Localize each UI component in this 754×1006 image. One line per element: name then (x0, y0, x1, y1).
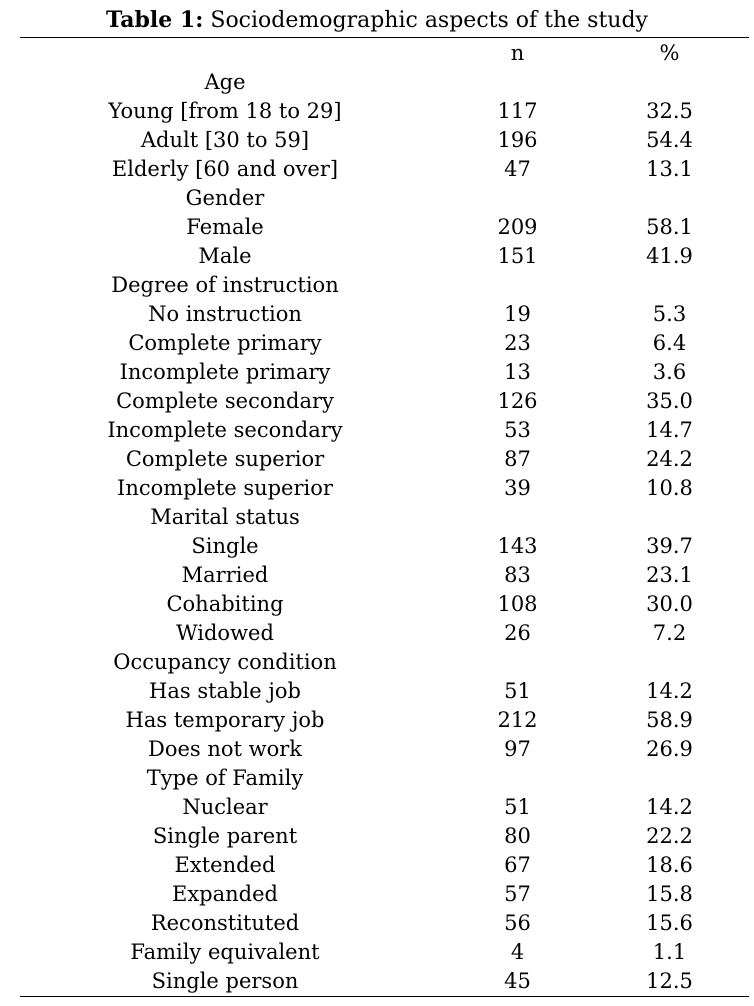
row-label: Single person (151, 969, 299, 993)
row-n (450, 648, 585, 677)
table-row (0, 474, 754, 503)
row-label: Nuclear (182, 795, 268, 819)
row-pct: 41.9 (646, 244, 693, 268)
row-n: 51 (504, 679, 531, 703)
table-group-row (0, 68, 754, 97)
row-pct: 3.6 (652, 360, 687, 384)
row-pct: 10.8 (646, 476, 693, 500)
row-n: 57 (504, 882, 531, 906)
row-n: 45 (504, 969, 531, 993)
row-pct: 6.4 (652, 331, 687, 355)
table-row (0, 213, 754, 242)
row-pct: 24.2 (646, 447, 693, 471)
row-n (450, 271, 585, 300)
row-label: Does not work (147, 737, 303, 761)
row-n: 13 (504, 360, 531, 384)
row-label: Female (186, 215, 264, 239)
row-label: Male (198, 244, 252, 268)
table-caption-text: Sociodemographic aspects of the study (203, 8, 648, 33)
table-body (0, 68, 754, 996)
row-label: Has temporary job (125, 708, 325, 732)
row-pct (585, 271, 754, 300)
table-group-row (0, 503, 754, 532)
row-n: 108 (497, 592, 538, 616)
row-n: 126 (497, 389, 538, 413)
row-label: Elderly [60 and over] (111, 157, 339, 181)
group-label: Marital status (150, 505, 300, 529)
table-row (0, 532, 754, 561)
row-pct: 7.2 (652, 621, 687, 645)
row-n: 151 (497, 244, 538, 268)
table-row (0, 358, 754, 387)
row-pct (585, 503, 754, 532)
table-row (0, 387, 754, 416)
row-pct (585, 68, 754, 97)
row-pct: 35.0 (646, 389, 693, 413)
row-n: 87 (504, 447, 531, 471)
table-row (0, 445, 754, 474)
row-pct: 58.1 (646, 215, 693, 239)
table-row (0, 735, 754, 764)
row-n: 80 (504, 824, 531, 848)
row-label: Young [from 18 to 29] (108, 99, 342, 123)
row-pct: 32.5 (646, 99, 693, 123)
group-label: Degree of instruction (111, 273, 339, 297)
row-n: 23 (504, 331, 531, 355)
row-pct (585, 648, 754, 677)
row-label: Single parent (152, 824, 298, 848)
row-pct (585, 764, 754, 793)
table-row (0, 97, 754, 126)
row-pct: 22.2 (646, 824, 693, 848)
row-label: No instruction (148, 302, 302, 326)
row-n (450, 68, 585, 97)
table-group-row (0, 184, 754, 213)
table-row (0, 909, 754, 938)
row-pct: 30.0 (646, 592, 693, 616)
row-n: 117 (497, 99, 538, 123)
row-label: Complete superior (125, 447, 325, 471)
top-rule (20, 37, 749, 38)
table-row (0, 677, 754, 706)
row-pct: 23.1 (646, 563, 693, 587)
header-label-cell (0, 39, 450, 68)
row-n: 51 (504, 795, 531, 819)
row-label: Cohabiting (166, 592, 284, 616)
row-n: 4 (510, 940, 525, 964)
row-pct: 14.2 (646, 679, 693, 703)
table-row (0, 619, 754, 648)
row-label: Has stable job (149, 679, 301, 703)
row-n: 56 (504, 911, 531, 935)
table-row (0, 155, 754, 184)
row-label: Complete primary (128, 331, 322, 355)
table-row (0, 706, 754, 735)
row-pct: 5.3 (652, 302, 687, 326)
row-n: 39 (504, 476, 531, 500)
table-caption-label: Table 1: (106, 7, 204, 33)
table-group-row (0, 271, 754, 300)
row-n: 19 (504, 302, 531, 326)
row-label: Incomplete primary (119, 360, 331, 384)
row-n (450, 764, 585, 793)
row-pct: 39.7 (646, 534, 693, 558)
row-label: Incomplete superior (117, 476, 333, 500)
row-pct: 26.9 (646, 737, 693, 761)
sociodemographic-table (0, 39, 754, 996)
row-label: Married (181, 563, 269, 587)
row-n (450, 184, 585, 213)
header-row (0, 39, 754, 68)
row-pct (585, 184, 754, 213)
table-row (0, 590, 754, 619)
table-caption (0, 4, 754, 37)
row-n: 47 (504, 157, 531, 181)
table-row (0, 822, 754, 851)
row-n: 53 (504, 418, 531, 442)
table-row (0, 851, 754, 880)
row-pct: 14.7 (646, 418, 693, 442)
bottom-rule (20, 996, 749, 997)
row-label: Extended (174, 853, 276, 877)
header-n: n (510, 41, 525, 65)
row-label: Expanded (172, 882, 278, 906)
row-pct: 13.1 (646, 157, 693, 181)
row-label: Family equivalent (130, 940, 320, 964)
group-label: Occupancy condition (113, 650, 337, 674)
row-pct: 12.5 (646, 969, 693, 993)
row-n (450, 503, 585, 532)
row-n: 83 (504, 563, 531, 587)
table-row (0, 793, 754, 822)
table-row (0, 967, 754, 996)
row-pct: 18.6 (646, 853, 693, 877)
row-pct: 14.2 (646, 795, 693, 819)
row-n: 209 (497, 215, 538, 239)
row-label: Incomplete secondary (107, 418, 343, 442)
table-row (0, 242, 754, 271)
row-n: 196 (497, 128, 538, 152)
table-row (0, 561, 754, 590)
row-n: 26 (504, 621, 531, 645)
row-label: Complete secondary (116, 389, 334, 413)
table-row (0, 126, 754, 155)
table-group-row (0, 648, 754, 677)
row-label: Single (191, 534, 259, 558)
row-n: 97 (504, 737, 531, 761)
header-pct: % (659, 41, 680, 65)
group-label: Gender (185, 186, 265, 210)
table-row (0, 880, 754, 909)
group-label: Age (204, 70, 246, 94)
row-pct: 54.4 (646, 128, 693, 152)
table-row (0, 938, 754, 967)
group-label: Type of Family (146, 766, 304, 790)
row-pct: 15.6 (646, 911, 693, 935)
row-label: Widowed (176, 621, 274, 645)
row-label: Reconstituted (150, 911, 300, 935)
table-row (0, 329, 754, 358)
row-n: 143 (497, 534, 538, 558)
table-row (0, 416, 754, 445)
row-pct: 1.1 (652, 940, 687, 964)
row-n: 67 (504, 853, 531, 877)
row-pct: 15.8 (646, 882, 693, 906)
row-label: Adult [30 to 59] (140, 128, 310, 152)
table-group-row (0, 764, 754, 793)
row-pct: 58.9 (646, 708, 693, 732)
row-n: 212 (497, 708, 538, 732)
table-row (0, 300, 754, 329)
